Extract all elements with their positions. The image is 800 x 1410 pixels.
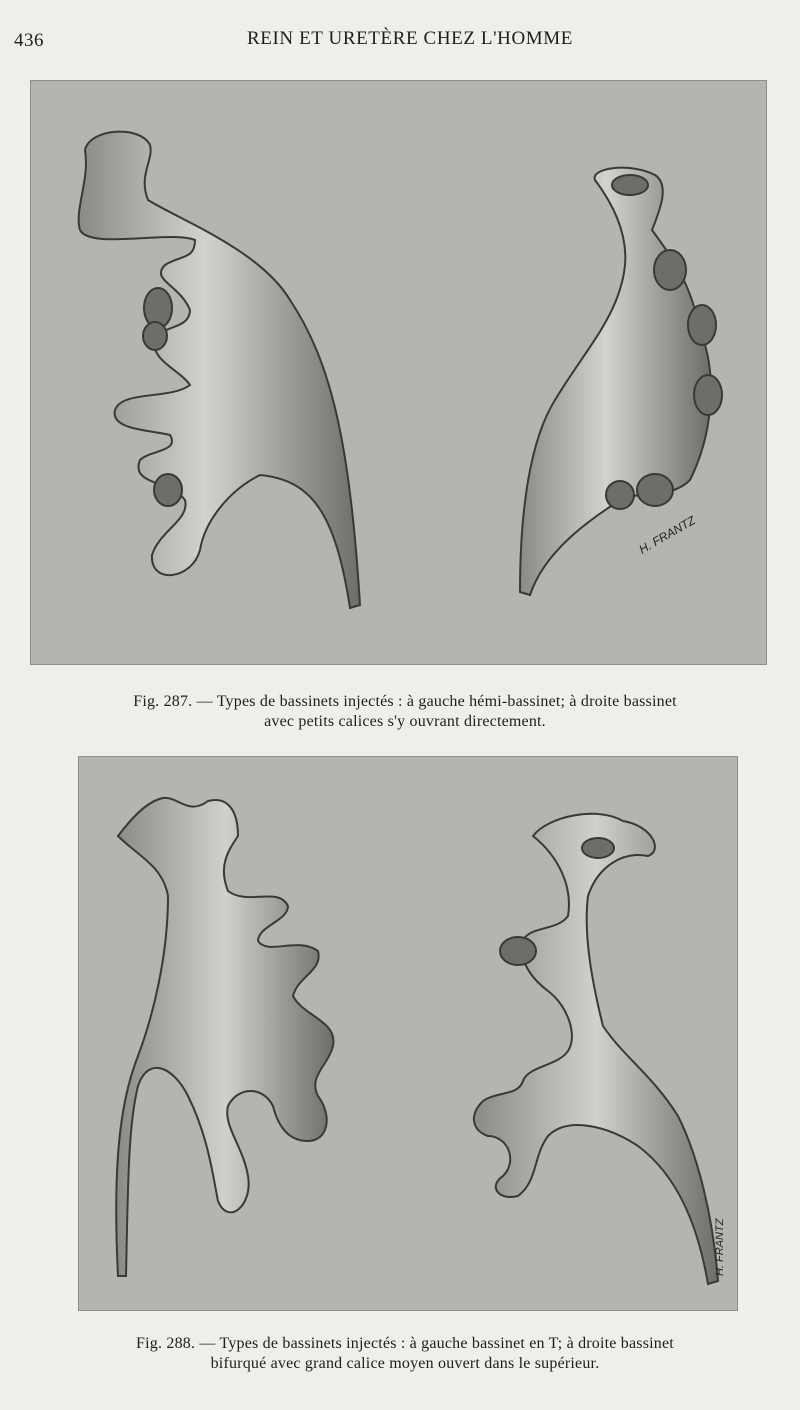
figure-287-illustration xyxy=(30,80,767,665)
figure-288-plate xyxy=(78,756,738,1311)
running-head: REIN ET URETÈRE CHEZ L'HOMME xyxy=(247,28,573,49)
figure-288-illustration xyxy=(78,756,738,1311)
right-pelvis-drawing xyxy=(474,814,718,1284)
figure-288-signature: H. FRANTZ xyxy=(714,1218,726,1276)
left-pelvis-drawing xyxy=(79,132,360,608)
figure-287-label: Fig. 287. xyxy=(133,693,193,710)
figure-287-caption-line1: — Types de bassinets injectés : à gauche hémi-bassinet; à droite bassinet xyxy=(196,693,677,710)
right-pelvis-drawing xyxy=(520,168,722,595)
figure-287-signature: H. FRANTZ xyxy=(636,513,698,557)
figure-288-label: Fig. 288. xyxy=(136,1335,196,1352)
left-pelvis-drawing xyxy=(116,798,333,1276)
figure-288-caption-line2: bifurqué avec grand calice moyen ouvert dans le supérieur. xyxy=(210,1355,600,1372)
figure-288-caption xyxy=(40,1334,770,1374)
figure-287-plate xyxy=(30,80,767,665)
figure-288-caption-line1: — Types de bassinets injectés : à gauche bassinet en T; à droite bassinet xyxy=(199,1335,674,1352)
figure-287-caption xyxy=(40,692,770,732)
figure-287-caption-line2: avec petits calices s'y ouvrant directement. xyxy=(264,713,546,730)
page-number: 436 xyxy=(14,30,44,51)
